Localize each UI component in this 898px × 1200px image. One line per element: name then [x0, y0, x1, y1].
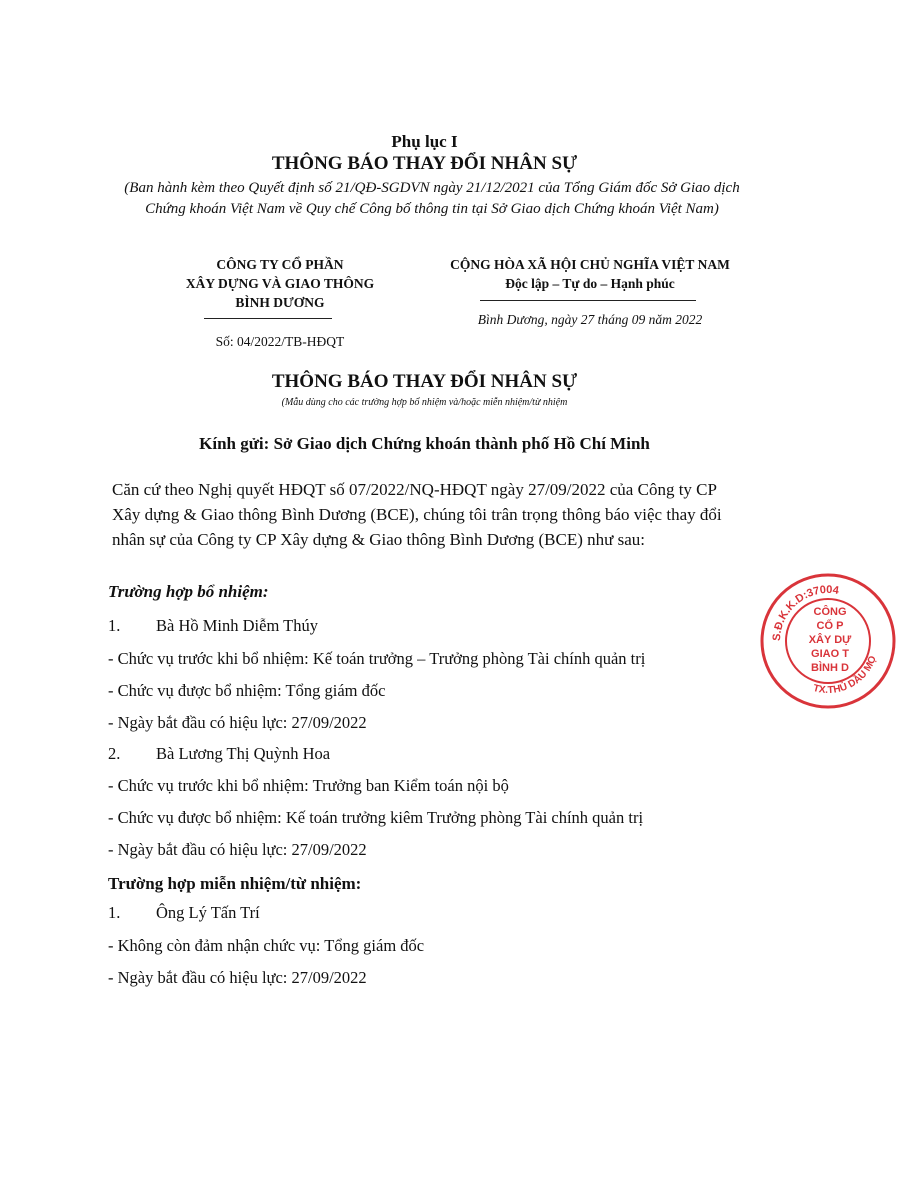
- seal-registration-text: S.Đ.K.K.D:37004: [770, 583, 840, 642]
- company-underline: [204, 318, 332, 319]
- national-motto: Độc lập – Tự do – Hạnh phúc: [505, 276, 675, 291]
- appointee-name-row: [108, 616, 768, 636]
- appendix-title: Phụ lục I: [391, 132, 458, 151]
- seal-inner-text: BÌNH D: [811, 662, 849, 674]
- effective-date: - Ngày bắt đầu có hiệu lực: 27/09/2022: [108, 968, 367, 987]
- previous-position: - Chức vụ trước khi bổ nhiệm: Kế toán trưởng – Trưởng phòng Tài chính quản trị: [108, 649, 646, 668]
- appendix-heading: THÔNG BÁO THAY ĐỔI NHÂN SỰ: [271, 153, 578, 174]
- appointee-name-row: [108, 744, 768, 764]
- person-name: Ông Lý Tấn Trí: [156, 903, 260, 922]
- company-name-block: [150, 255, 410, 312]
- company-name-line: BÌNH DƯƠNG: [235, 295, 325, 310]
- person-name: Bà Hồ Minh Diễm Thúy: [156, 616, 318, 635]
- seal-inner-text: CÔNG: [813, 606, 847, 618]
- appointed-position: - Chức vụ được bổ nhiệm: Tổng giám đốc: [108, 681, 386, 700]
- relinquished-position: - Không còn đảm nhận chức vụ: Tổng giám đốc: [108, 936, 425, 955]
- intro-paragraph: Căn cứ theo Nghị quyết HĐQT số 07/2022/NQ-HĐQT ngày 27/09/2022 của Công ty CP Xây dựng & Giao thông Bình Dương (BCE), chúng tôi trân trọng thông báo việc thay đổi nhân sự của Công ty CP Xây dựng & Giao thông Bình Dương (BCE) như sau:: [112, 480, 722, 549]
- effective-date: - Ngày bắt đầu có hiệu lực: 27/09/2022: [108, 713, 367, 732]
- seal-inner-text: GIAO T: [811, 648, 849, 660]
- document-number: Số: 04/2022/TB-HĐQT: [215, 334, 345, 349]
- dismissed-name-row: [108, 903, 768, 923]
- republic-header: [430, 255, 750, 293]
- company-name-line: CÔNG TY CỔ PHẦN: [216, 257, 344, 272]
- item-number: 1.: [108, 903, 121, 922]
- motto-underline: [480, 300, 696, 301]
- notice-subtitle: (Mẫu dùng cho các trường hợp bổ nhiệm và/hoặc miễn nhiệm/từ nhiệm: [281, 397, 568, 408]
- place-date: Bình Dương, ngày 27 tháng 09 năm 2022: [477, 312, 703, 327]
- seal-inner-text: XÂY DỰ: [808, 634, 852, 646]
- person-name: Bà Lương Thị Quỳnh Hoa: [156, 744, 331, 763]
- seal-inner-text: CỔ P: [816, 620, 844, 632]
- appendix-note: (Ban hành kèm theo Quyết định số 21/QĐ-SGDVN ngày 21/12/2021 của Tổng Giám đốc Sở Giao dịch Chứng khoán Việt Nam về Quy chế Công bố thông tin tại Sở Giao dịch Chứng khoán Việt Nam): [124, 180, 740, 217]
- appointed-position: - Chức vụ được bổ nhiệm: Kế toán trưởng kiêm Trưởng phòng Tài chính quản trị: [108, 808, 644, 827]
- dismissals-heading: Trường hợp miễn nhiệm/từ nhiệm:: [108, 874, 362, 893]
- appointments-heading: Trường hợp bổ nhiệm:: [108, 582, 269, 601]
- company-name-line: XÂY DỰNG VÀ GIAO THÔNG: [185, 276, 375, 291]
- company-seal-stamp: [758, 571, 898, 711]
- item-number: 2.: [108, 744, 121, 763]
- recipient-line: Kính gửi: Sở Giao dịch Chứng khoán thành phố Hồ Chí Minh: [199, 434, 650, 453]
- notice-title: THÔNG BÁO THAY ĐỔI NHÂN SỰ: [271, 371, 578, 392]
- republic-name: CỘNG HÒA XÃ HỘI CHỦ NGHĨA VIỆT NAM: [450, 257, 730, 272]
- effective-date: - Ngày bắt đầu có hiệu lực: 27/09/2022: [108, 840, 367, 859]
- previous-position: - Chức vụ trước khi bổ nhiệm: Trưởng ban Kiểm toán nội bộ: [108, 776, 509, 795]
- item-number: 1.: [108, 616, 121, 635]
- seal-location-text: TX.THỦ DẦU MỘ: [811, 654, 879, 697]
